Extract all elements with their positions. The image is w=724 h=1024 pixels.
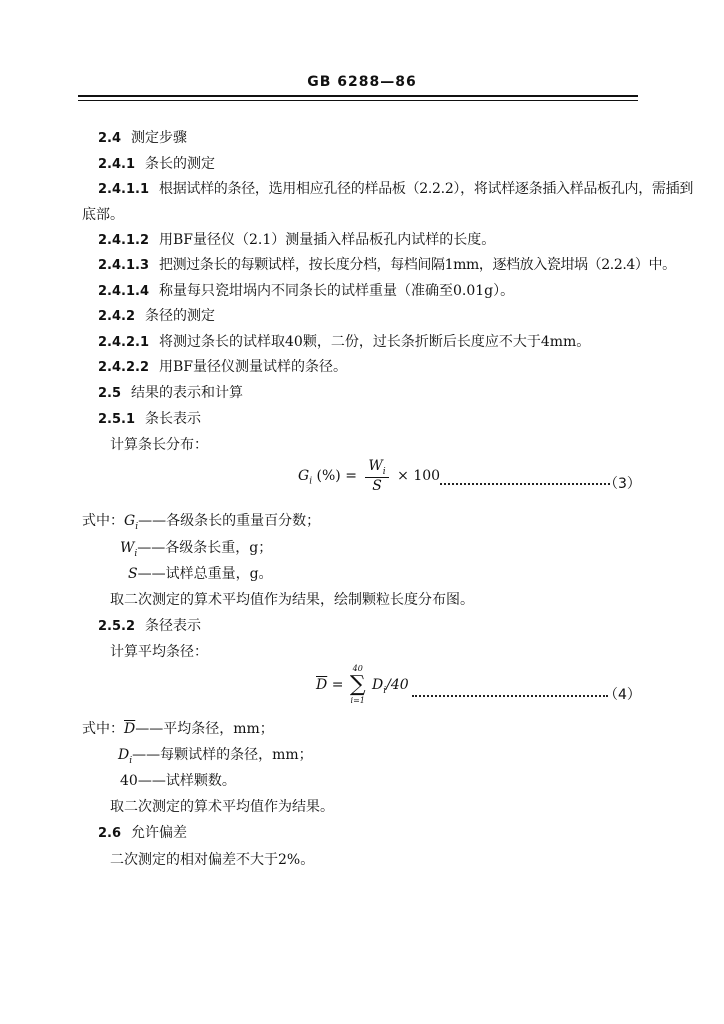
paragraph: 2.4.1.3 把测过条长的每颗试样，按长度分档，每档间隔1mm，逐档放入瓷坩埚（2.2.4）中。 [98,257,676,273]
paragraph: 取二次测定的算术平均值作为结果。 [110,799,334,815]
paragraph: 计算条长分布： [110,437,208,453]
page-header: GB 6288—86 [307,74,417,90]
equation-number: （3） [604,476,641,492]
where-item: $D_i——$每颗试样的条径，mm； [118,747,313,766]
section-heading: 2.5 结果的表示和计算 [98,385,244,401]
paragraph: 2.4.1.1 根据试样的条径，选用相应孔径的样品板（2.2.2），将试样逐条插入样品板孔内，需插到 [98,181,694,197]
where-item: S——试样总重量，g。 [128,566,273,582]
formula-3: $G_i$ (%) = $\frac{W_i}{S}$ × 100 [298,458,441,494]
paragraph: 2.4.2.2 用BF量径仪测量试样的条径。 [98,359,348,375]
paragraph: 取二次测定的算术平均值作为结果，绘制颗粒长度分布图。 [110,592,474,608]
where-item: $W_i——$各级条长重，g； [120,540,273,559]
section-heading: 2.4.1 条长的测定 [98,156,216,172]
paragraph: 计算平均条径： [110,644,208,660]
paragraph: 2.4.1.4 称量每只瓷坩埚内不同条长的试样重量（准确至0.01g）。 [98,283,515,299]
leader-dots [412,695,608,697]
where-item: 式中：$\overline{D}——$平均条径，mm； [82,721,274,737]
section-heading: 2.5.1 条长表示 [98,411,202,427]
paragraph: 2.4.1.2 用BF量径仪（2.1）测量插入样品板孔内试样的长度。 [98,232,496,248]
where-item: 40——试样颗数。 [120,773,236,789]
equation-number: （4） [604,687,641,703]
header-rule [78,95,638,97]
paragraph: 2.4.2.1 将测过条长的试样取40颗，二份，过长条折断后长度应不大于4mm。 [98,334,591,350]
leader-dots [440,483,610,485]
paragraph: 二次测定的相对偏差不大于2%。 [110,852,315,868]
where-item: 式中：$G_i——$各级条长的重量百分数； [82,513,321,532]
section-heading: 2.6 允许偏差 [98,825,188,841]
formula-4: $\overline{D}$ = 40 ∑ i=1 $D_i/40$ [316,664,409,705]
paragraph-continuation: 底部。 [82,207,124,223]
header-rule-thin [78,100,638,101]
section-heading: 2.4.2 条径的测定 [98,308,216,324]
section-heading: 2.4 测定步骤 [98,130,188,146]
section-heading: 2.5.2 条径表示 [98,618,202,634]
